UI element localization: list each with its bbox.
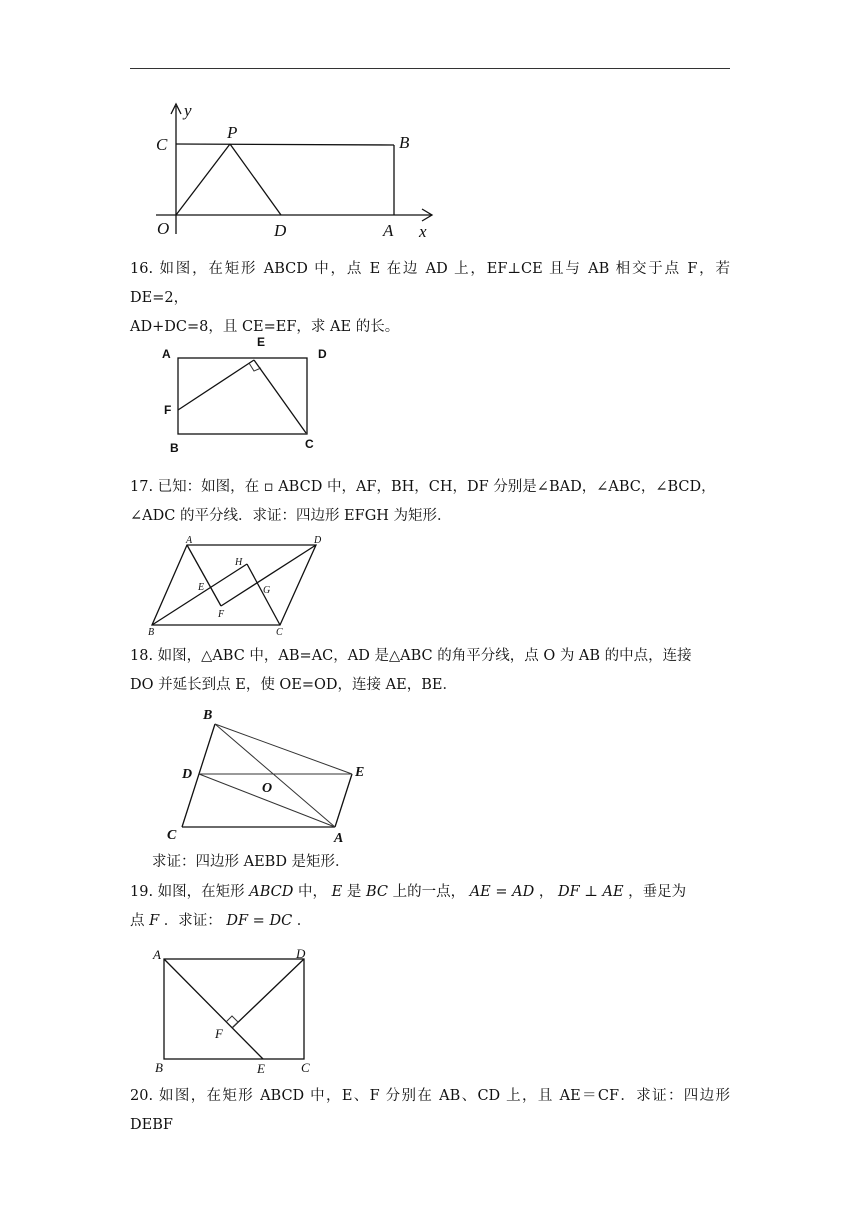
label-a: A [153, 947, 161, 962]
right-angle-mark [226, 1016, 238, 1028]
label-b: B [203, 708, 213, 723]
label-e: E [355, 765, 365, 780]
label-a: A [162, 347, 171, 361]
rect-abcd [164, 959, 304, 1059]
q19-text: 点 [130, 913, 150, 929]
q17-line2: ∠ADC 的平分线．求证：四边形 EFGH 为矩形． [130, 508, 452, 524]
q17-line1: 17. 已知：如图，在 ▫ ABCD 中，AF，BH，CH，DF 分别是∠BAD，∠ABC，∠BCD， [130, 479, 716, 495]
question-16 [130, 255, 730, 342]
figure-q16 [158, 330, 338, 455]
q19-text: 是 [342, 884, 366, 900]
label-d: D [296, 946, 306, 961]
parallelogram-abcd [152, 545, 316, 625]
segment-ba [215, 724, 335, 827]
label-o: O [262, 781, 273, 796]
question-17 [130, 473, 730, 531]
segment-ea [335, 774, 352, 827]
label-c: C [156, 135, 168, 154]
q19-line1 [130, 878, 730, 907]
label-b: B [399, 133, 410, 152]
figure-q17 [146, 535, 336, 639]
math-df-dc: DF = DC [226, 913, 293, 929]
figure-q19 [148, 942, 328, 1076]
label-d: D [274, 221, 287, 240]
segment-ec [254, 360, 306, 433]
label-c: C [167, 828, 177, 843]
segment-ae [164, 959, 263, 1059]
label-d: D [318, 347, 327, 361]
figure-q15 [150, 98, 450, 248]
label-p: P [227, 123, 238, 142]
label-o: O [157, 219, 170, 238]
label-b: B [170, 441, 179, 455]
label-e: E [198, 582, 205, 593]
math-ae-ad: AE = AD [469, 884, 535, 900]
question-19 [130, 878, 730, 936]
math-abcd: ABCD [249, 884, 294, 900]
label-d: D [182, 767, 193, 782]
label-f: F [215, 1026, 223, 1041]
label-c: C [301, 1060, 310, 1075]
q19-text: ， [534, 884, 558, 900]
question-20 [130, 1082, 730, 1140]
question-18 [130, 642, 730, 700]
segment-cb [176, 144, 394, 145]
label-a: A [383, 221, 394, 240]
label-f: F [218, 609, 225, 620]
math-bc: BC [365, 884, 388, 900]
math-e: E [331, 884, 343, 900]
segment-op [176, 144, 230, 215]
q18-line1: 18. 如图，△ABC 中，AB=AC，AD 是△ABC 的角平分线，点 O 为 AB 的中点，连接 [130, 648, 692, 664]
segment-fe [178, 360, 254, 410]
label-c: C [305, 437, 314, 451]
header-rule [130, 68, 730, 69]
label-f: F [164, 403, 172, 417]
q16-line1: 16. 如图，在矩形 ABCD 中，点 E 在边 AD 上，EF⊥CE 且与 AB 相交于点 F，若 DE=2， [130, 261, 730, 306]
label-b: B [148, 627, 155, 638]
q16-line2: AD+DC=8，且 CE=EF，求 AE 的长。 [130, 319, 400, 335]
label-e: E [257, 1061, 265, 1076]
label-y: y [184, 101, 192, 120]
segment-be [215, 724, 352, 774]
label-d: D [314, 535, 322, 546]
label-b: B [155, 1060, 163, 1075]
label-g: G [263, 585, 271, 596]
rect-abcd [178, 358, 307, 434]
math-df-perp-ae: DF ⊥ AE [557, 884, 624, 900]
segment-df [232, 959, 304, 1028]
figure-q18 [162, 703, 377, 846]
label-a: A [334, 831, 344, 846]
q20-line1: 20. 如图，在矩形 ABCD 中，E、F 分别在 AB、CD 上，且 AE＝CF．求证：四边形 DEBF [130, 1088, 730, 1133]
math-f: F [149, 913, 160, 929]
segment-pd [230, 144, 281, 215]
q19-text: 中， [293, 884, 332, 900]
q19-text: 19. 如图，在矩形 [130, 884, 250, 900]
q18-proof: 求证：四边形 AEBD 是矩形． [152, 854, 350, 870]
q19-text: ．求证： [159, 913, 227, 929]
bisector-af [187, 545, 221, 606]
label-h: H [235, 557, 243, 568]
q19-text: 上的一点， [387, 884, 470, 900]
q19-line2 [130, 907, 730, 936]
q19-text: ，垂足为 [623, 884, 687, 900]
bisector-bh [152, 564, 247, 625]
q18-line2: DO 并延长到点 E，使 OE=OD，连接 AE，BE． [130, 677, 457, 693]
label-c: C [276, 627, 283, 638]
label-x: x [419, 222, 427, 241]
q19-text: ． [292, 913, 312, 929]
label-a: A [186, 535, 193, 546]
label-e: E [257, 335, 266, 349]
